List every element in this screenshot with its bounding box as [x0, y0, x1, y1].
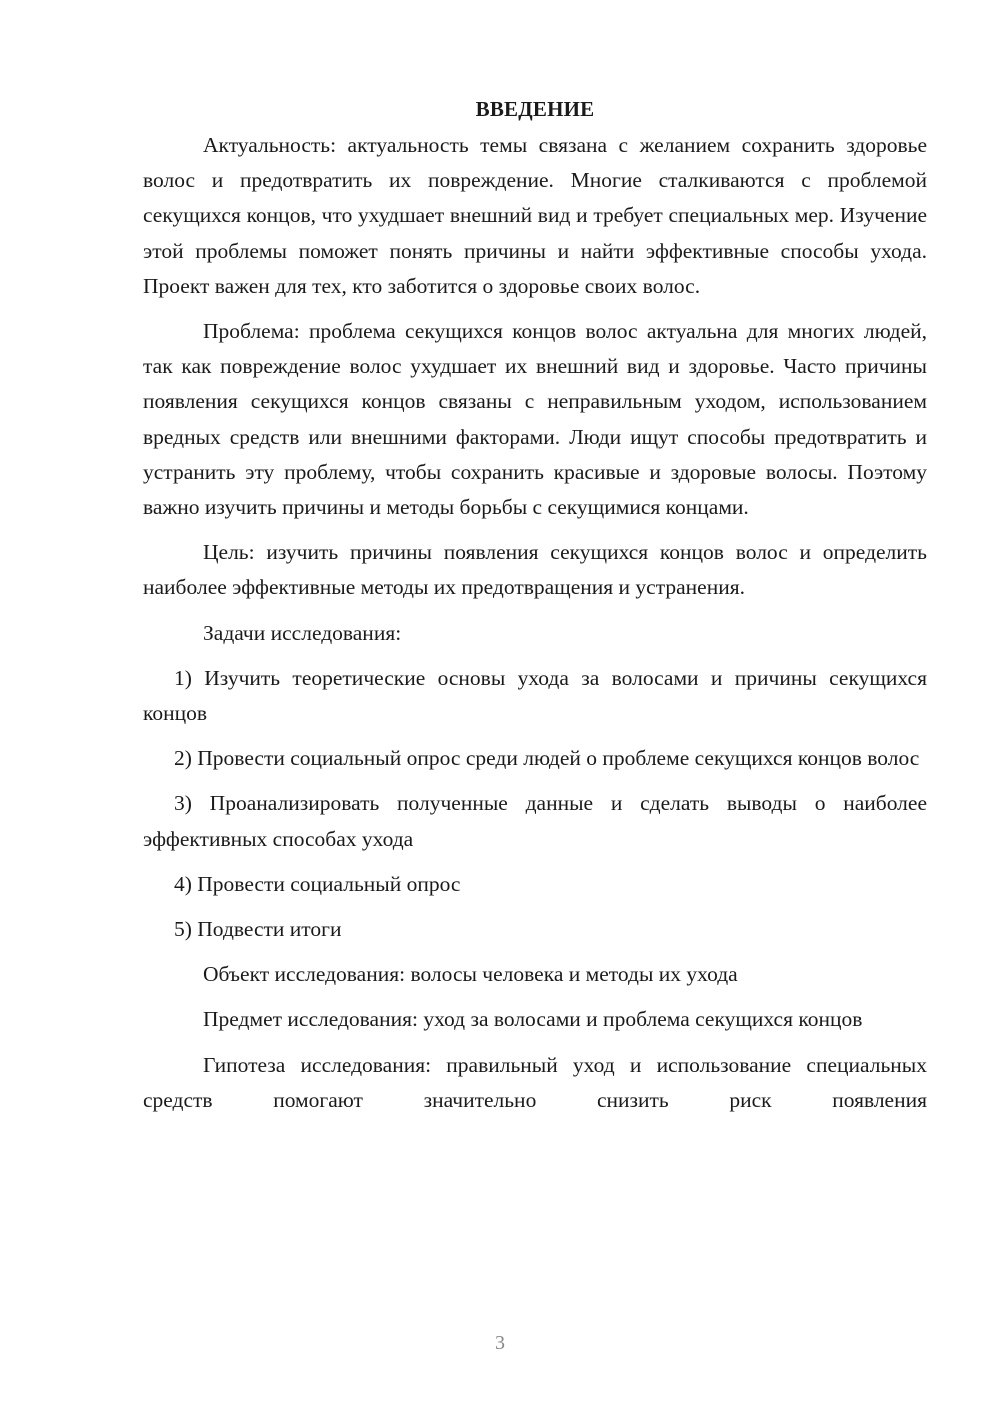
section-title: ВВЕДЕНИЕ	[475, 97, 595, 121]
hypothesis-paragraph: Гипотеза исследования: правильный уход и использование специальных средств помогают значительно снизить риск появления	[143, 1052, 927, 1112]
tasks-heading: Задачи исследования:	[203, 620, 402, 645]
document-page	[143, 92, 927, 1118]
task-item-5: 5) Подвести итоги	[174, 917, 342, 942]
page-number: 3	[495, 1332, 505, 1354]
task-item-4: 4) Провести социальный опрос	[174, 871, 461, 896]
task-item-2: 2) Провести социальный опрос среди людей о проблеме секущихся концов волос	[174, 746, 920, 771]
relevance-paragraph: Актуальность: актуальность темы связана с желанием сохранить здоровье волос и предотвратить их повреждение. Многие сталкиваются с проблемой секущихся концов, что ухудшает внешний вид и требует специальных мер. Изучение этой проблемы поможет понять причины и найти эффективные способы ухода. Проект важен для тех, кто заботится о здоровье своих волос.	[143, 133, 927, 298]
goal-paragraph: Цель: изучить причины появления секущихся концов волос и определить наиболее эффективные методы их предотвращения и устранения.	[143, 540, 927, 600]
subject-paragraph: Предмет исследования: уход за волосами и проблема секущихся концов	[203, 1007, 863, 1032]
object-paragraph: Объект исследования: волосы человека и методы их ухода	[203, 962, 738, 987]
problem-paragraph: Проблема: проблема секущихся концов волос актуальна для многих людей, так как повреждение волос ухудшает их внешний вид и здоровье. Часто причины появления секущихся концов связаны с неправильным уходом, использованием вредных средств или внешними факторами. Люди ищут способы предотвратить и устранить эту проблему, чтобы сохранить красивые и здоровые волосы. Поэтому важно изучить причины и методы борьбы с секущимися концами.	[143, 319, 927, 520]
task-item-3: 3) Проанализировать полученные данные и сделать выводы о наиболее эффективных способах ухода	[143, 791, 927, 851]
task-item-1: 1) Изучить теоретические основы ухода за волосами и причины секущихся концов	[143, 665, 927, 726]
